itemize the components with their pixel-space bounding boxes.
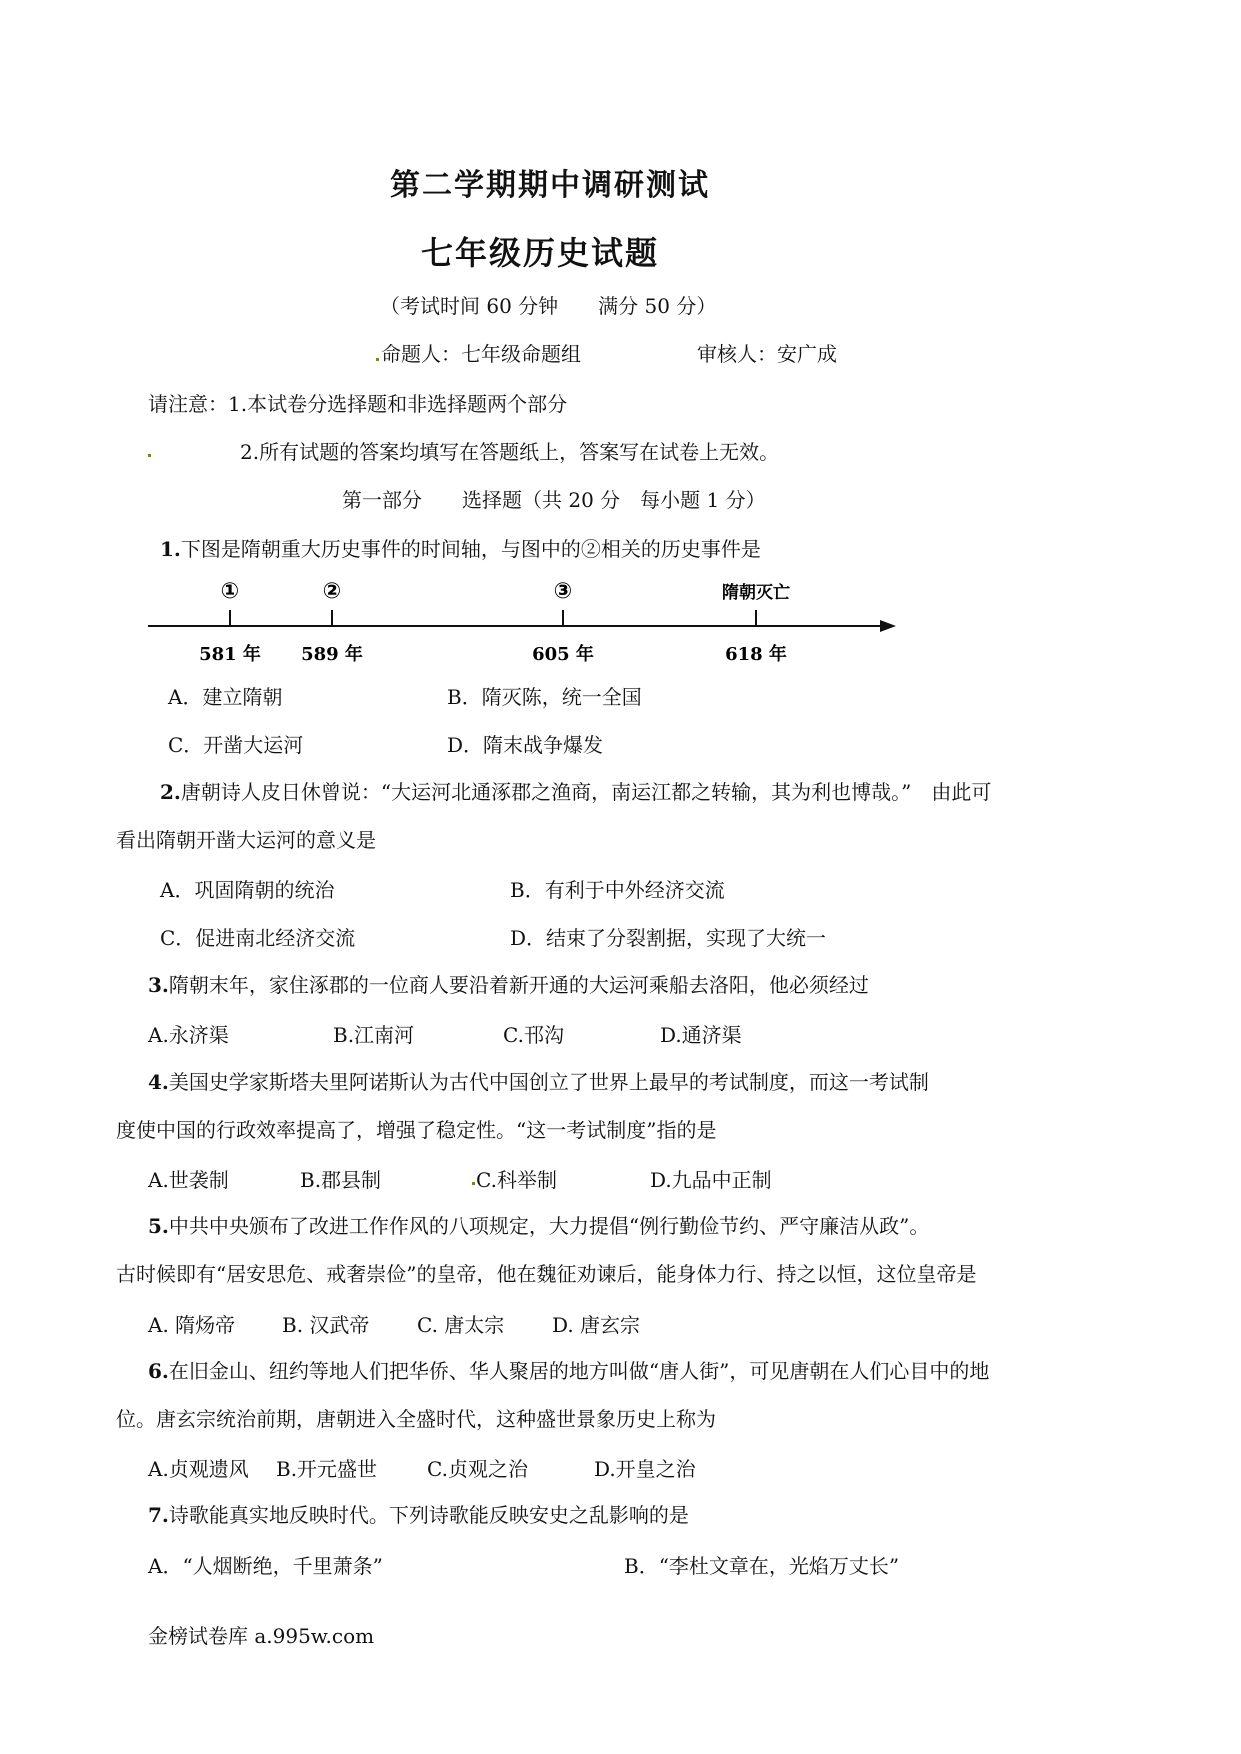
question-number: 2. [160,780,181,804]
footer-watermark: 金榜试卷库 a.995w.com [148,1624,375,1648]
author-line: 命题人：七年级命题组 [381,342,581,366]
speck-mark [376,358,379,361]
question-5-cont: 古时候即有“居安思危、戒奢崇俭”的皇帝，他在魏征劝谏后，能身体力行、持之以恒，这位皇帝是 [116,1262,977,1286]
reviewer-line: 审核人：安广成 [697,342,837,366]
question-number: 5. [148,1214,169,1238]
question-number: 4. [148,1070,169,1094]
q1-option-d: D．隋末战争爆发 [447,733,604,757]
q1-option-a: A．建立隋朝 [168,685,283,709]
q6-option-a: A.贞观遗风 [148,1457,249,1481]
speck-mark [148,454,151,457]
q7-option-a: A．“人烟断绝，千里萧条” [148,1554,383,1578]
question-text: 诗歌能真实地反映时代。下列诗歌能反映安史之乱影响的是 [168,1503,689,1527]
q3-option-a: A.永济渠 [148,1023,229,1047]
timeline-arrow [880,620,896,632]
timeline-event-label: 隋朝灭亡 [722,583,790,603]
q1-option-c: C．开凿大运河 [168,733,304,757]
question-number: 7. [148,1503,169,1527]
question-number: 3. [148,973,169,997]
question-4 [148,1068,929,1096]
q4-option-a: A.世袭制 [148,1168,229,1192]
timeline-year-label: 589 年 [301,644,363,665]
q2-option-c: C．促进南北经济交流 [160,926,356,950]
timeline-year-label: 581 年 [199,644,261,665]
exam-title: 第二学期期中调研测试 [390,168,710,203]
q7-option-b: B．“李杜文章在，光焰万丈长” [624,1554,900,1578]
q2-option-a: A．巩固隋朝的统治 [160,878,335,902]
timeline-figure [140,570,900,680]
q3-option-b: B.江南河 [333,1023,415,1047]
q5-option-c: C. 唐太宗 [417,1313,505,1337]
timeline-event-label: ① [220,579,240,604]
timeline-year-label: 618 年 [725,644,787,665]
question-number: 6. [148,1359,169,1383]
question-text: 唐朝诗人皮日休曾说：“大运河北通涿郡之渔商，南运江都之转输，其为利也博哉。” 由此可 [180,780,992,804]
question-2 [160,778,991,806]
q2-option-d: D．结束了分裂割据，实现了大统一 [510,926,827,950]
question-text: 中共中央颁布了改进工作作风的八项规定，大力提倡“例行勤俭节约、严守廉洁从政”。 [168,1214,930,1238]
question-6 [148,1357,989,1385]
timeline-event-label: ② [322,579,342,604]
question-text: 隋朝末年，家住涿郡的一位商人要沿着新开通的大运河乘船去洛阳，他必须经过 [168,973,869,997]
question-1 [160,535,761,563]
q4-option-b: B.郡县制 [300,1168,382,1192]
timeline-year-label: 605 年 [532,644,594,665]
notice-2: 2.所有试题的答案均填写在答题纸上，答案写在试卷上无效。 [240,440,780,464]
question-text: 下图是隋朝重大历史事件的时间轴，与图中的②相关的历史事件是 [180,537,761,561]
q6-option-b: B.开元盛世 [276,1457,378,1481]
question-6-cont: 位。唐玄宗统治前期，唐朝进入全盛时代，这种盛世景象历史上称为 [116,1407,716,1431]
q4-option-c: C.科举制 [476,1168,557,1192]
q6-option-c: C.贞观之治 [427,1457,528,1481]
question-text: 美国史学家斯塔夫里阿诺斯认为古代中国创立了世界上最早的考试制度，而这一考试制 [168,1070,929,1094]
q6-option-d: D.开皇之治 [594,1457,696,1481]
q5-option-d: D. 唐玄宗 [552,1313,641,1337]
q2-option-b: B．有利于中外经济交流 [510,878,725,902]
q3-option-c: C.邗沟 [503,1023,564,1047]
question-7 [148,1501,689,1529]
question-5 [148,1212,929,1240]
q1-option-b: B．隋灭陈，统一全国 [447,685,642,709]
exam-subtitle: 七年级历史试题 [420,234,659,272]
question-4-cont: 度使中国的行政效率提高了，增强了稳定性。“这一考试制度”指的是 [116,1118,717,1142]
q5-option-b: B. 汉武帝 [282,1313,370,1337]
q4-option-d: D.九品中正制 [650,1168,772,1192]
section-heading: 第一部分 选择题（共 20 分 每小题 1 分） [342,488,766,512]
speck-mark [472,1182,475,1185]
q3-option-d: D.通济渠 [660,1023,742,1047]
timeline-event-label: ③ [553,579,573,604]
question-3 [148,971,869,999]
q5-option-a: A. 隋炀帝 [148,1313,236,1337]
question-number: 1. [160,537,181,561]
notice-1: 请注意：1.本试卷分选择题和非选择题两个部分 [148,392,568,416]
question-text: 在旧金山、纽约等地人们把华侨、华人聚居的地方叫做“唐人街”，可见唐朝在人们心目中的地 [168,1359,990,1383]
exam-info: （考试时间 60 分钟 满分 50 分） [380,294,717,318]
question-2-cont: 看出隋朝开凿大运河的意义是 [116,828,376,852]
